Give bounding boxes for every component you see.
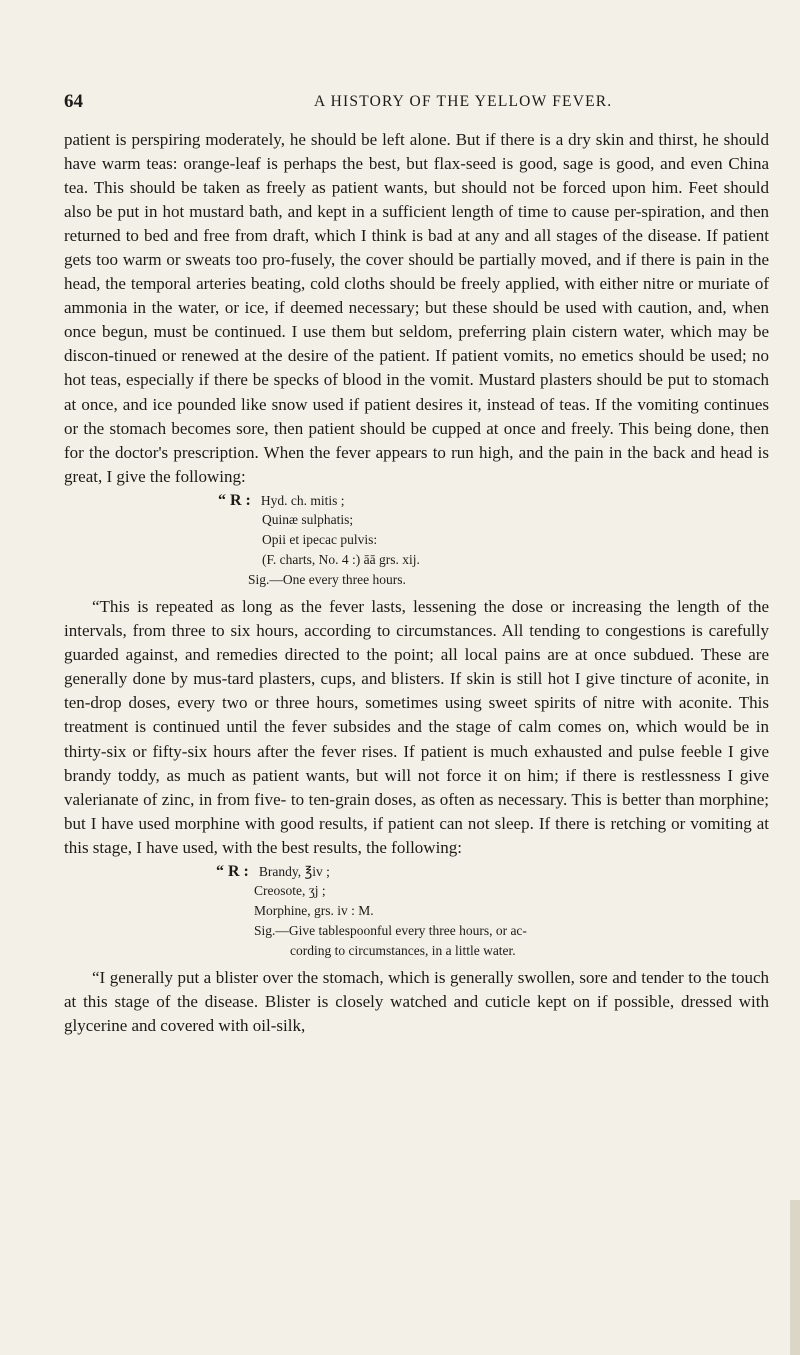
running-head: A HISTORY OF THE YELLOW FEVER. [314,93,613,110]
rx-signature: Sig.—Give tablespoonful every three hours, or ac- [254,922,527,938]
paragraph-2: “This is repeated as long as the fever lasts, lessening the dose or increasing the length of the intervals, from three to six hours, according to circumstances. All tending to congestions is carefully guarded against, and remedies directed to the point; all local pains are at once subdued. These are generally done by mus-tard plasters, cups, and blisters. If skin is still hot I give tincture of aconite, in ten-drop doses, every two or three hours, sometimes using sweet spirits of nitre with aconite. This treatment is continued until the fever subsides and the stage of calm comes on, which would be in thirty-six or fifty-six hours after the fever rises. If patient is much exhausted and pulse feeble I give brandy toddy, as much as patient wants, but will not force it on him; if there is restlessness I give valerianate of zinc, in from five- to ten-grain doses, as often as necessary. This is better than morphine; but I have used morphine with good results, if patient can not sleep. If there is retching or vomiting at this stage, I have used, with the best results, the following: [64,597,769,857]
rx-signature: Sig.—One every three hours. [248,571,406,587]
page-edge-shadow [790,1200,800,1355]
rx-signature-continued: cording to circumstances, in a little water. [290,942,516,958]
rx-line-1 [216,862,769,882]
rx-line-1 [218,491,769,511]
rx-symbol: “ R : [218,491,251,509]
body-text [64,128,769,1038]
rx-ingredient: Quinæ sulphatis; [262,512,354,528]
rx-symbol: “ R : [216,862,249,880]
prescription-2 [216,862,769,961]
paragraph-1: patient is perspiring moderately, he should be left alone. But if there is a dry skin and thirst, he should have warm teas: orange-leaf is perhaps the best, but flax-seed is good, sage is good, and even China tea. This should be taken as freely as patient wants, but should not be forced upon him. Feet should also be put in hot mustard bath, and kept in a sufficient length of time to cause per-spiration, and then returned to bed and free from draft, which I think is bad at any and all stages of the disease. If patient gets too warm or sweats too pro-fusely, the cover should be partially moved, and if there is pain in the head, the temporal arteries beating, cold cloths should be freely applied, with either nitre or muriate of ammonia in the water, or ice, if deemed necessary; but these should be used with caution, and, when once begun, must be continued. I use them but seldom, preferring plain cistern water, which may be discon-tinued or renewed at the desire of the patient. If patient vomits, no emetics should be used; no hot teas, especially if there be specks of blood in the vomit. Mustard plasters should be put to stomach at once, and ice pounded like snow used if patient desires it, instead of teas. If the vomiting continues or the stomach becomes sore, then patient should be cupped at once and freely. This being done, then for the doctor's prescription. When the fever appears to run high, and the pain in the back and head is great, I give the following: [64,130,769,486]
rx-ingredient: (F. charts, No. 4 :) āā grs. xij. [262,551,420,567]
rx-ingredient: Hyd. ch. mitis ; [260,492,345,508]
prescription-1 [218,491,769,590]
rx-ingredient: Brandy, ℥iv ; [258,863,330,879]
page-number: 64 [64,91,83,112]
paragraph-3: “I generally put a blister over the stomach, which is generally swollen, sore and tender to the touch at this stage of the disease. Blister is closely watched and cuticle kept on if possible, dressed with glycerine and covered with oil-silk, [64,968,769,1036]
page-header [64,91,764,119]
rx-ingredient: Opii et ipecac pulvis: [262,532,378,548]
rx-ingredient: Creosote, ʒj ; [254,883,326,899]
rx-ingredient: Morphine, grs. iv : M. [254,903,374,919]
